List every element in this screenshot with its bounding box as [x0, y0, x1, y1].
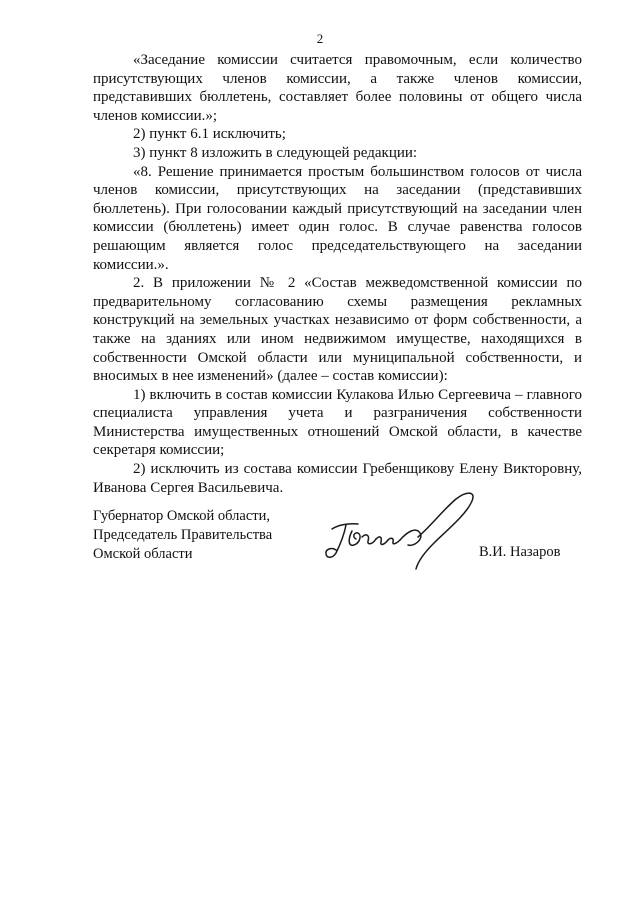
paragraph-include-member: 1) включить в состав комиссии Кулакова Илью Сергеевича – главного специалиста управления учета и разграничения собственности Министерства имущественных отношений Омской области, в качестве секретаря комиссии;	[93, 386, 582, 459]
document-body	[93, 51, 582, 497]
paragraph-exclude-members: 2) исключить из состава комиссии Гребенщикову Елену Викторовну, Иванова Сергея Васильевича.	[93, 461, 582, 496]
signatory-title-line: Омской области	[93, 546, 193, 562]
handwritten-signature	[318, 487, 478, 577]
page-number: 2	[316, 31, 324, 46]
paragraph-item-2: 2) пункт 6.1 исключить;	[133, 126, 286, 143]
paragraph-quorum: «Заседание комиссии считается правомочным, если количество присутствующих членов комиссии, а также членов комиссии, представивших бюллетень, составляет более половины от общего числа членов комиссии.»;	[93, 52, 582, 124]
paragraph-appendix-2: 2. В приложении № 2 «Состав межведомственной комиссии по предварительному согласованию схемы размещения рекламных конструкций на земельных участках независимо от форм собственности, а также на зданиях или ином недвижимом имуществе, находящихся в собственности Омской области или муниципальной собственности, и вносимых в нее изменений» (далее – состав комиссии):	[93, 275, 582, 385]
signatory-title-line: Председатель Правительства	[93, 527, 273, 543]
signer-name: В.И. Назаров	[479, 544, 561, 560]
paragraph-item-3: 3) пункт 8 изложить в следующей редакции:	[133, 144, 418, 161]
signatory-title-line: Губернатор Омской области,	[93, 508, 270, 524]
paragraph-decision: «8. Решение принимается простым большинством голосов от числа членов комиссии, присутствующих на заседании (представивших бюллетень). При голосовании каждый присутствующий на заседании член комиссии (бюллетень) имеет один голос. В случае равенства голосов решающим является голос председательствующего на заседании комиссии.».	[93, 163, 582, 273]
signatory-title	[93, 507, 272, 564]
